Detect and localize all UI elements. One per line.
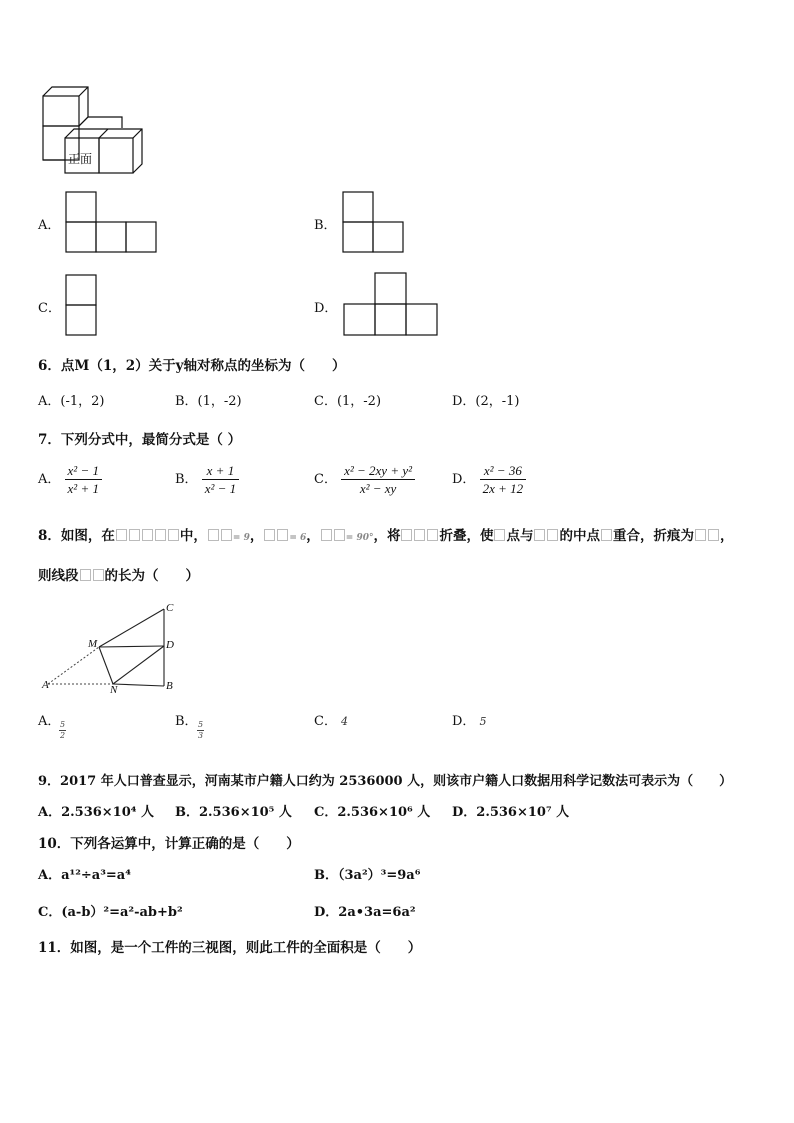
q8-text-1: 8．如图，在 bbox=[38, 528, 115, 544]
q7-option-d-letter: D． bbox=[452, 472, 476, 487]
missing-glyph-box bbox=[494, 529, 505, 541]
q7-option-c-letter: C． bbox=[314, 472, 337, 487]
q7-option-a-denominator: x² + 1 bbox=[67, 481, 99, 496]
q7-option-d[interactable] bbox=[452, 462, 526, 497]
q8-option-d[interactable] bbox=[452, 710, 486, 729]
q8-option-b-letter: B． bbox=[175, 714, 198, 729]
q5-option-c-letter[interactable]: C． bbox=[38, 301, 61, 316]
missing-glyph-box bbox=[334, 529, 345, 541]
q11-stem: 11．如图，是一个工件的三视图，则此工件的全面积是（ ） bbox=[38, 940, 422, 956]
q7-option-d-numerator: x² − 36 bbox=[480, 462, 527, 480]
q7-option-c-denominator: x² − xy bbox=[359, 481, 397, 496]
q8-line2-a: 则线段 bbox=[38, 568, 79, 584]
front-face-label: 正面 bbox=[68, 152, 93, 166]
missing-glyph-box bbox=[708, 529, 719, 541]
q6-option-a[interactable]: A．(-1，2) bbox=[38, 394, 105, 409]
q5-option-d-letter[interactable]: D． bbox=[314, 301, 338, 316]
q8-option-a-den: 2 bbox=[60, 731, 66, 740]
missing-glyph-box bbox=[155, 529, 166, 541]
q8-label-d: D bbox=[166, 639, 174, 651]
q8-label-m: M bbox=[88, 638, 98, 650]
q7-option-a-numerator: x² − 1 bbox=[65, 462, 102, 480]
missing-glyph-box bbox=[93, 569, 104, 581]
missing-glyph-box bbox=[427, 529, 438, 541]
q10-option-c[interactable]: C．(a-b）²=a²-ab+b² bbox=[38, 905, 183, 920]
q8-option-d-value: 5 bbox=[479, 715, 487, 728]
q8-line2-b: 的长为（ ） bbox=[104, 568, 199, 584]
q5-option-c-figure bbox=[65, 274, 98, 336]
q8-text-2: 中， bbox=[179, 528, 207, 544]
q8-text-3: ，将 bbox=[373, 528, 401, 544]
q5-option-b-letter[interactable]: B． bbox=[314, 218, 337, 233]
q8-option-b-den: 3 bbox=[198, 731, 204, 740]
q7-option-b-fraction bbox=[202, 462, 239, 497]
q7-option-c-fraction bbox=[341, 462, 415, 497]
q10-option-d[interactable]: D．2a•3a=6a² bbox=[314, 905, 416, 920]
q8-eq-1: = 9 bbox=[232, 533, 250, 543]
q8-option-b[interactable] bbox=[175, 710, 198, 729]
q8-text-7: 重合，折痕为 bbox=[612, 528, 694, 544]
q8-option-a[interactable] bbox=[38, 710, 60, 729]
q7-option-c[interactable] bbox=[314, 462, 415, 497]
q7-option-b-denominator: x² − 1 bbox=[204, 481, 237, 496]
q8-option-d-letter: D． bbox=[452, 714, 476, 729]
q9-option-c[interactable]: C．2.536×10⁶ 人 bbox=[314, 805, 431, 820]
q7-option-d-fraction bbox=[480, 462, 527, 497]
q7-option-b[interactable] bbox=[175, 462, 239, 497]
q8-label-b: B bbox=[166, 680, 173, 692]
q8-eq-2: = 6 bbox=[289, 533, 307, 543]
q8-option-c-letter: C． bbox=[314, 714, 337, 729]
q7-option-d-denominator: 2x + 12 bbox=[482, 481, 524, 496]
q8-text-5: 点与 bbox=[506, 528, 534, 544]
q8-text-4: 折叠，使 bbox=[439, 528, 494, 544]
q8-option-a-letter: A． bbox=[38, 714, 61, 729]
q8-stem-line2 bbox=[38, 564, 199, 584]
q9-option-a[interactable]: A．2.536×10⁴ 人 bbox=[38, 805, 154, 820]
missing-glyph-box bbox=[221, 529, 232, 541]
q8-label-a: A bbox=[42, 679, 49, 691]
missing-glyph-box bbox=[116, 529, 127, 541]
q5-option-a-letter[interactable]: A． bbox=[38, 218, 61, 233]
missing-glyph-box bbox=[277, 529, 288, 541]
missing-glyph-box bbox=[264, 529, 275, 541]
q9-option-b[interactable]: B．2.536×10⁵ 人 bbox=[175, 805, 292, 820]
q5-option-a-figure bbox=[65, 191, 158, 253]
q10-option-a[interactable]: A．a¹²÷a³=a⁴ bbox=[38, 868, 131, 883]
missing-glyph-box bbox=[401, 529, 412, 541]
missing-glyph-box bbox=[321, 529, 332, 541]
missing-glyph-box bbox=[80, 569, 91, 581]
q8-label-n: N bbox=[110, 684, 118, 696]
missing-glyph-box bbox=[547, 529, 558, 541]
q8-option-a-num: 5 bbox=[60, 720, 66, 729]
q7-option-b-letter: B． bbox=[175, 472, 198, 487]
q8-text-6: 的中点 bbox=[559, 528, 600, 544]
q7-option-a[interactable] bbox=[38, 462, 102, 497]
q7-option-c-numerator: x² − 2xy + y² bbox=[341, 462, 415, 480]
missing-glyph-box bbox=[168, 529, 179, 541]
q8-stem-line1: 8．如图，在 中， = 9， = 6， = 90°，将 折叠，使 点与 的中点 重合，折痕为 ， bbox=[38, 528, 734, 544]
q6-option-c[interactable]: C．(1，-2) bbox=[314, 394, 382, 409]
missing-glyph-box bbox=[601, 529, 612, 541]
q8-eq-3: = 90° bbox=[345, 533, 374, 543]
q7-option-a-letter: A． bbox=[38, 472, 61, 487]
q5-option-d-figure bbox=[343, 272, 440, 336]
q7-option-b-numerator: x + 1 bbox=[202, 462, 239, 480]
q5-option-b-figure bbox=[342, 191, 405, 253]
q9-stem: 9．2017 年人口普查显示，河南某市户籍人口约为 2536000 人，则该市户籍人口数据用科学记数法可表示为（ ） bbox=[38, 774, 733, 789]
q10-stem: 10．下列各运算中，计算正确的是（ ） bbox=[38, 836, 300, 852]
missing-glyph-box bbox=[142, 529, 153, 541]
q6-stem: 6．点M（1，2）关于y轴对称点的坐标为（ ） bbox=[38, 358, 346, 374]
q10-option-b[interactable]: B．（3a²）³=9a⁶ bbox=[314, 868, 421, 883]
cube-stack-figure bbox=[40, 84, 150, 176]
q8-option-c[interactable] bbox=[314, 710, 348, 729]
q8-option-b-fraction bbox=[197, 720, 204, 741]
q8-option-b-num: 5 bbox=[198, 720, 204, 729]
q6-option-d[interactable]: D．(2，-1) bbox=[452, 394, 520, 409]
q8-option-c-value: 4 bbox=[340, 715, 348, 728]
q9-option-d[interactable]: D．2.536×10⁷ 人 bbox=[452, 805, 570, 820]
q8-option-a-fraction bbox=[59, 720, 66, 741]
q6-option-b[interactable]: B．(1，-2) bbox=[175, 394, 242, 409]
missing-glyph-box bbox=[414, 529, 425, 541]
q7-option-a-fraction bbox=[65, 462, 102, 497]
missing-glyph-box bbox=[129, 529, 140, 541]
q7-stem: 7．下列分式中，最简分式是（ ） bbox=[38, 432, 242, 448]
missing-glyph-box bbox=[208, 529, 219, 541]
missing-glyph-box bbox=[695, 529, 706, 541]
q8-label-c: C bbox=[166, 602, 174, 614]
missing-glyph-box bbox=[534, 529, 545, 541]
